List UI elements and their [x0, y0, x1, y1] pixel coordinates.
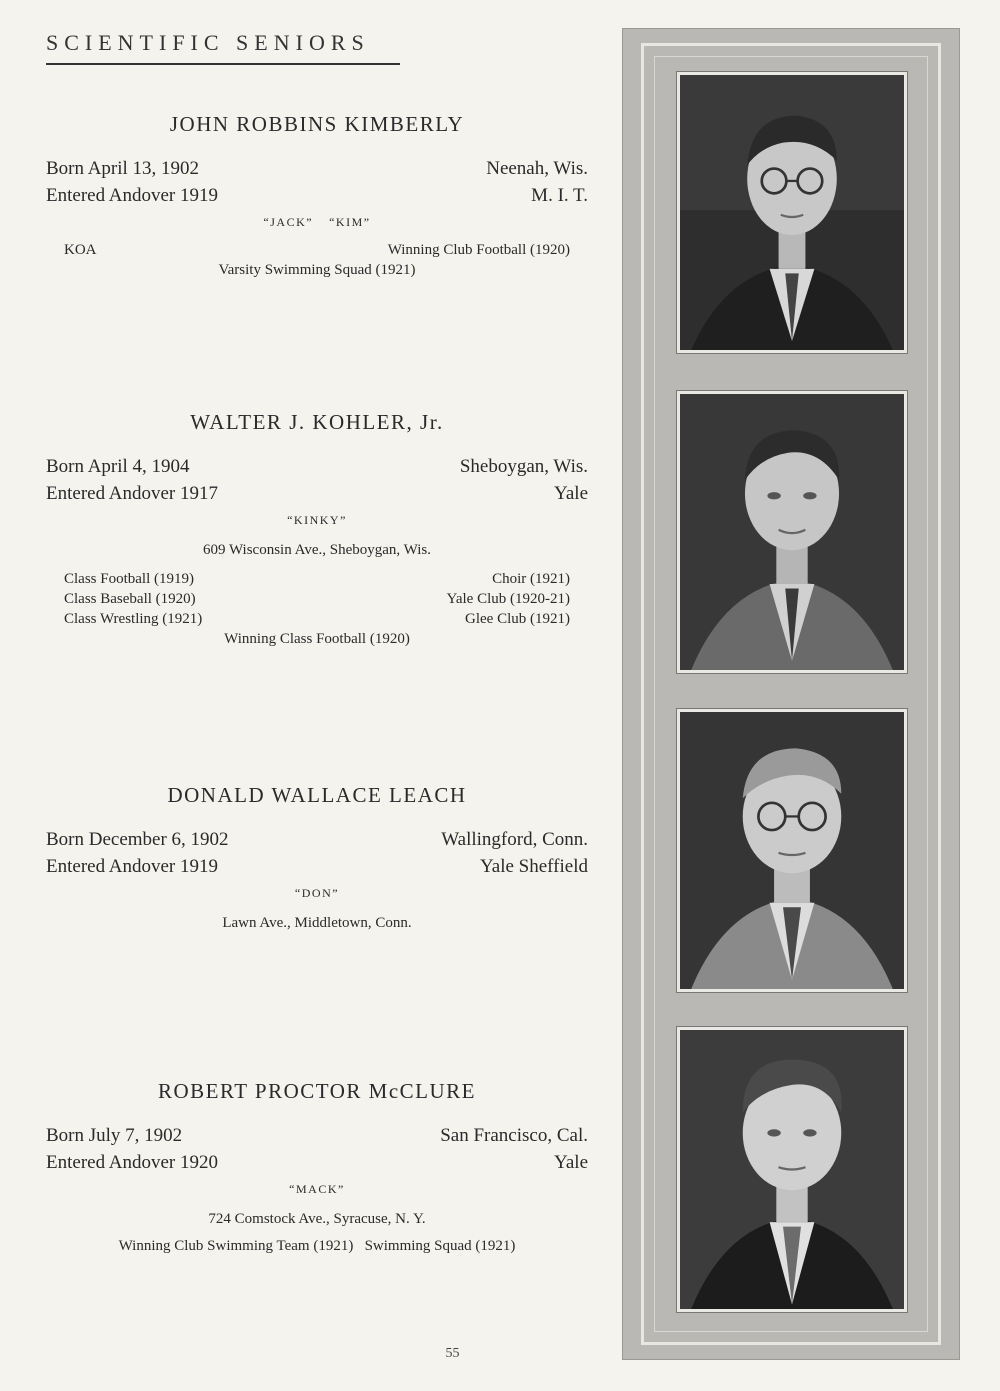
senior-name: DONALD WALLACE LEACH	[167, 783, 467, 807]
activity: Varsity Swimming Squad (1921)	[218, 262, 416, 278]
portrait-photo-leach	[676, 708, 908, 993]
nickname: “DON”	[294, 886, 340, 900]
page-header: SCIENTIFIC SENIORS	[46, 30, 370, 55]
entered-year: Entered Andover 1917	[46, 483, 219, 504]
portrait-photo-kimberly	[676, 71, 908, 354]
nickname: “JACK”	[263, 215, 314, 229]
activity: Yale Club (1920-21)	[446, 591, 570, 607]
birth-date: Born July 7, 1902	[46, 1125, 183, 1146]
college: Yale	[554, 483, 588, 504]
senior-entry-kohler	[46, 410, 588, 649]
address: Lawn Ave., Middletown, Conn.	[222, 915, 412, 931]
nickname: “MACK”	[289, 1182, 345, 1196]
hometown: Neenah, Wis.	[486, 158, 588, 179]
nicknames	[46, 1182, 588, 1197]
activity: KOA	[64, 242, 97, 258]
activity: Winning Club Football (1920)	[387, 242, 570, 258]
senior-name: ROBERT PROCTOR McCLURE	[157, 1079, 476, 1103]
portrait-photo-kohler	[676, 390, 908, 674]
nicknames	[46, 513, 588, 528]
senior-name: WALTER J. KOHLER, Jr.	[190, 410, 444, 434]
senior-entry-leach	[46, 783, 588, 932]
senior-name: JOHN ROBBINS KIMBERLY	[169, 112, 465, 136]
activity: Winning Class Football (1920)	[224, 631, 410, 647]
activity: Class Football (1919)	[64, 571, 194, 587]
nicknames	[46, 886, 588, 901]
birth-date: Born April 4, 1904	[46, 456, 190, 477]
birth-date: Born April 13, 1902	[46, 158, 200, 179]
page-number: 55	[445, 1346, 460, 1361]
address: 724 Comstock Ave., Syracuse, N. Y.	[208, 1211, 426, 1227]
address: 609 Wisconsin Ave., Sheboygan, Wis.	[203, 542, 431, 558]
college: Yale	[554, 1152, 588, 1173]
college: Yale Sheffield	[479, 856, 588, 877]
activity: Class Baseball (1920)	[64, 591, 196, 607]
activity: Winning Club Swimming Team (1921) Swimming Squad (1921)	[118, 1238, 516, 1254]
entered-year: Entered Andover 1919	[46, 856, 219, 877]
hometown: Wallingford, Conn.	[441, 829, 588, 850]
college: M. I. T.	[531, 185, 588, 206]
activities	[46, 569, 588, 649]
senior-entry-kimberly	[46, 112, 588, 280]
nickname: “KIM”	[329, 215, 371, 229]
activity: Choir (1921)	[492, 571, 570, 587]
activity: Glee Club (1921)	[465, 611, 570, 627]
portrait-photo-mcclure	[676, 1026, 908, 1313]
birth-date: Born December 6, 1902	[46, 829, 229, 850]
activity: Class Wrestling (1921)	[64, 611, 203, 627]
entered-year: Entered Andover 1920	[46, 1152, 219, 1173]
entered-year: Entered Andover 1919	[46, 185, 219, 206]
activities	[46, 240, 588, 280]
hometown: San Francisco, Cal.	[440, 1125, 588, 1146]
nicknames	[46, 215, 588, 230]
senior-entry-mcclure	[46, 1079, 588, 1256]
nickname: “KINKY”	[287, 513, 347, 527]
header-rule	[46, 63, 400, 65]
hometown: Sheboygan, Wis.	[459, 456, 588, 477]
